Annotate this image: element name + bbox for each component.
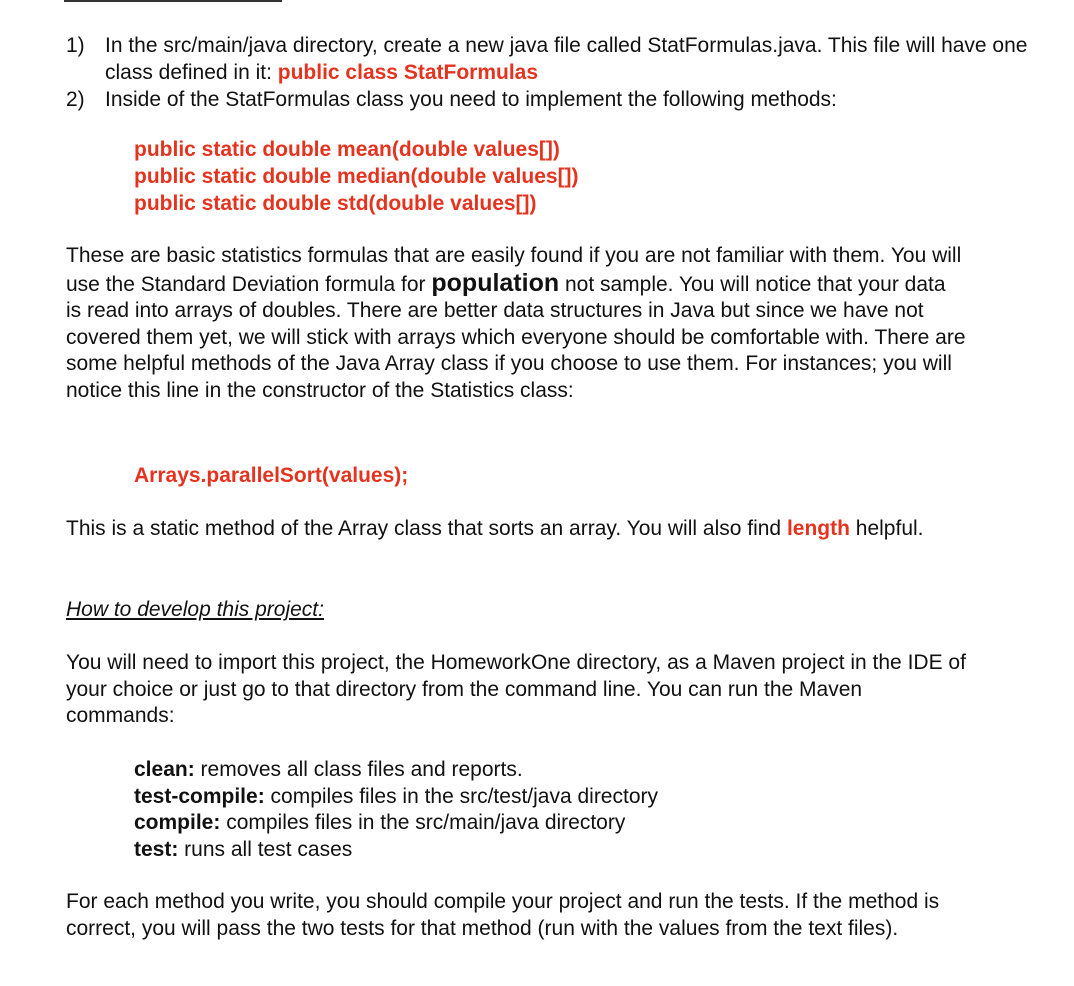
method-signatures: [134, 136, 579, 217]
command-desc: compiles files in the src/test/java directory: [264, 784, 658, 808]
paragraph-testing: For each method you write, you should compile your project and run the tests. If the method is correct, you will pass the two tests for that method (run with the values from the text files).: [66, 890, 940, 940]
method-signature: public static double std(double values[]): [134, 192, 537, 215]
code-sample: [134, 462, 408, 489]
list-number: 2): [66, 88, 85, 111]
command-item: [134, 757, 658, 784]
class-declaration: public class StatFormulas: [277, 61, 539, 84]
paragraph-text: This is a static method of the Array class that sorts an array. You will also find: [66, 517, 787, 540]
maven-commands: [134, 757, 658, 863]
instruction-list: [66, 32, 1074, 113]
command-desc: runs all test cases: [178, 837, 353, 861]
command-name: test-compile:: [134, 784, 265, 808]
top-rule: [64, 0, 282, 2]
method-signature: public static double median(double values[]): [134, 165, 579, 188]
paragraph-text: not sample. You will notice that your data is read into arrays of doubles. There are better data structures in Java but since we have not covered them yet, we will stick with arrays which everyone should be comfortable with. There are some helpful methods of the Java Array class if you choose to use them. For instances; you will notice this line in the constructor of the Statistics class:: [66, 272, 966, 402]
paragraph-sort: [66, 516, 966, 543]
paragraph-statistics: [66, 243, 966, 404]
population-emphasis: population: [431, 268, 560, 297]
list-item: [66, 86, 1074, 113]
paragraph-text: These are basic statistics formulas that are easily found if you are not familiar with them. You will use the Standard Deviation formula for: [66, 244, 962, 296]
length-highlight: length: [786, 517, 850, 540]
step-text: Inside of the StatFormulas class you need to implement the following methods:: [105, 88, 837, 111]
command-name: compile:: [134, 811, 221, 834]
step-text: In the src/main/java directory, create a new java file called StatFormulas.java. This file will have one class defined in it:: [105, 34, 1028, 84]
command-item: [134, 837, 658, 864]
command-item: [134, 810, 658, 837]
command-name: test:: [134, 837, 179, 861]
paragraph-text: helpful.: [849, 517, 924, 540]
command-item: [134, 784, 658, 811]
paragraph-maven: You will need to import this project, the HomeworkOne directory, as a Maven project in the IDE of your choice or just go to that directory from the command line. You can run the Maven commands:: [66, 651, 966, 727]
command-desc: removes all class files and reports.: [194, 758, 523, 781]
section-heading: How to develop this project:: [66, 598, 324, 621]
command-name: clean:: [134, 758, 195, 781]
command-desc: compiles files in the src/main/java directory: [220, 811, 626, 834]
method-signature: public static double mean(double values[]): [134, 138, 560, 161]
code-line: Arrays.parallelSort(values);: [134, 464, 409, 487]
list-item: [66, 32, 1074, 86]
list-number: 1): [66, 34, 85, 57]
